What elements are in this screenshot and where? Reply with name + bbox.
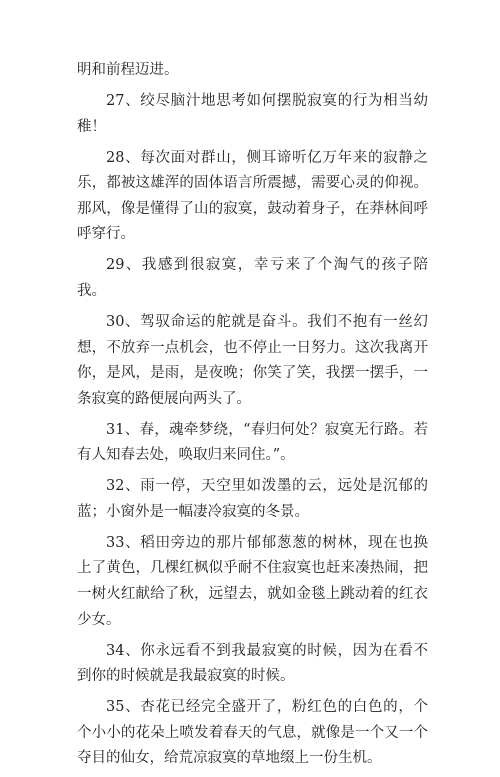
paragraph-27: 27、绞尽脑汁地思考如何摆脱寂寞的行为相当幼稚！ — [77, 92, 428, 135]
paragraph-29: 29、我感到很寂寞，幸亏来了个淘气的孩子陪我。 — [77, 257, 428, 299]
paragraph-35: 35、杏花已经完全盛开了，粉红色的白色的，个个小小的花朵上喷发着春天的气息，就像是一个又一个夺目的仙女，给荒凉寂寞的草地缀上一份生机。 — [77, 699, 428, 767]
paragraph-30: 30、驾驭命运的舵就是奋斗。我们不抱有一丝幻想，不放弃一点机会，也不停止一日努力。这次我离开你，是风，是雨，是夜晚；你笑了笑，我摆一摆手，一条寂寞的路便展向两头了。 — [77, 313, 428, 407]
paragraph-31: 31、春，魂牵梦绕，“春归何处？寂寞无行路。若有人知春去处，唤取归来同住。”。 — [77, 421, 428, 464]
paragraph-28: 28、每次面对群山，侧耳谛听亿万年来的寂静之乐，都被这雄浑的固体语言所震撼，需要心灵的仰视。那风，像是懂得了山的寂寞，鼓动着身子，在莽林间呼呼穿行。 — [77, 149, 428, 243]
paragraph-continuation: 明和前程迈进。 — [77, 62, 179, 78]
paragraph-32: 32、雨一停，天空里如泼墨的云，远处是沉郁的蓝；小窗外是一幅凄冷寂寞的冬景。 — [77, 478, 428, 520]
paragraph-34: 34、你永远看不到我最寂寞的时候，因为在看不到你的时候就是我最寂寞的时候。 — [77, 642, 428, 685]
paragraph-33: 33、稻田旁边的那片郁郁葱葱的树林，现在也换上了黄色，几棵红枫似乎耐不住寂寞也赶来凑热闹，把一树火红献给了秋，远望去，就如金毯上跳动着的红衣少女。 — [77, 534, 428, 628]
document-body — [77, 58, 428, 777]
